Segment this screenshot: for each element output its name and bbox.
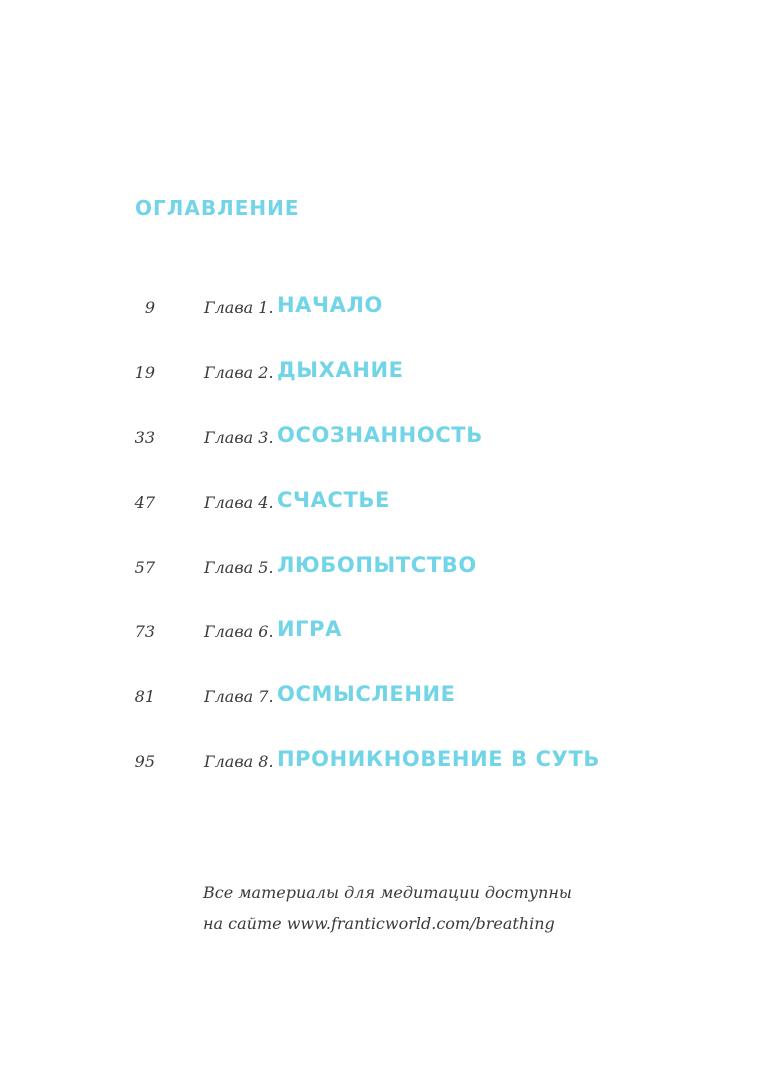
toc-entry [0, 739, 783, 779]
materials-note [203, 877, 572, 939]
toc-entry [0, 350, 783, 390]
chapter-label: Глава 6. [204, 622, 274, 641]
chapter-title: СЧАСТЬЕ [277, 488, 390, 512]
chapter-label: Глава 4. [204, 493, 274, 512]
page-number: 95 [134, 752, 155, 771]
chapter-label: Глава 8. [204, 752, 274, 771]
toc-entry [0, 609, 783, 649]
chapter-title: ОСОЗНАННОСТЬ [277, 423, 483, 447]
chapter-title: ОСМЫСЛЕНИЕ [277, 682, 456, 706]
toc-entry [0, 545, 783, 585]
chapter-title: ИГРА [277, 617, 343, 641]
chapter-title: НАЧАЛО [277, 293, 383, 317]
chapter-label: Глава 5. [204, 558, 274, 577]
chapter-title: ДЫХАНИЕ [277, 358, 404, 382]
note-line-1: Все материалы для медитации доступны [203, 883, 572, 902]
toc-entry [0, 674, 783, 714]
page-number: 33 [134, 428, 155, 447]
toc-heading: ОГЛАВЛЕНИЕ [135, 196, 300, 220]
toc-entry [0, 415, 783, 455]
note-line-2: на сайте www.franticworld.com/breathing [203, 914, 555, 933]
page-number: 81 [134, 687, 155, 706]
page-number: 19 [134, 363, 155, 382]
chapter-label: Глава 3. [204, 428, 274, 447]
chapter-label: Глава 7. [204, 687, 274, 706]
page-number: 73 [134, 622, 155, 641]
chapter-label: Глава 2. [204, 363, 274, 382]
toc-entry [0, 285, 783, 325]
page-number: 57 [134, 558, 155, 577]
page-number: 9 [144, 298, 155, 317]
chapter-label: Глава 1. [204, 298, 274, 317]
chapter-title: ПРОНИКНОВЕНИЕ В СУТЬ [277, 747, 600, 771]
page-number: 47 [134, 493, 155, 512]
chapter-title: ЛЮБОПЫТСТВО [277, 553, 477, 577]
toc-entry [0, 480, 783, 520]
